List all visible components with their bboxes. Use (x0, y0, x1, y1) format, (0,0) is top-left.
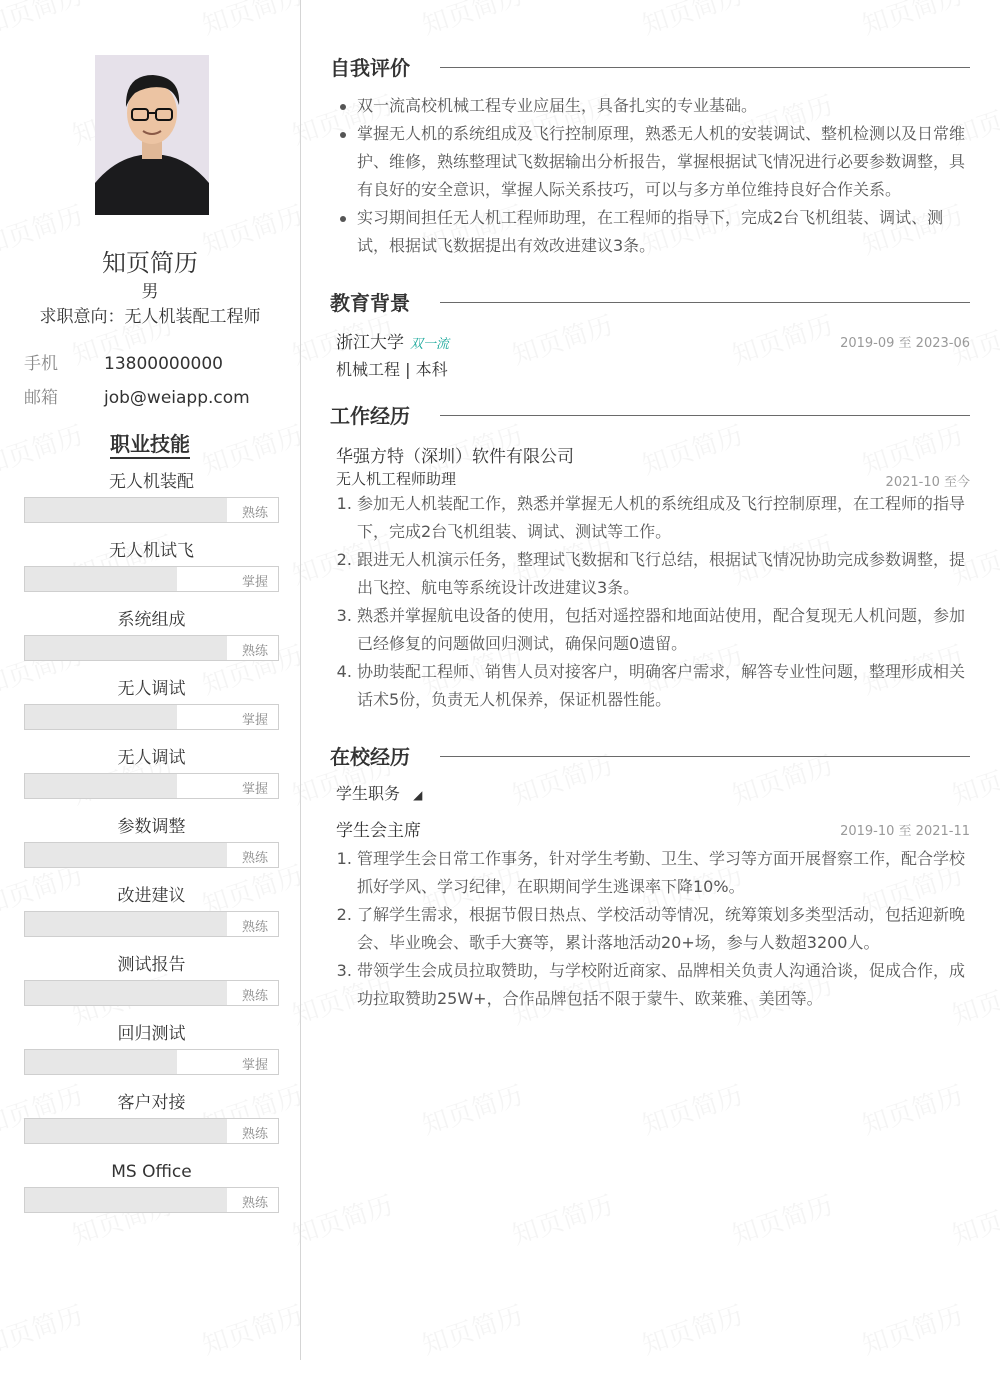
skill-item (24, 1160, 279, 1213)
skill-level: 熟练 (241, 506, 268, 521)
skill-bar-fill (25, 567, 177, 591)
list-item: 掌握无人机的系统组成及飞行控制原理，熟悉无人机的安装调试、整机检测以及日常维护、维修，熟练整理试飞数据输出分析报告，掌握根据试飞情况进行必要参数调整，具有良好的安全意识，掌握人际关系技巧，可以与多方单位维持良好合作关系。 (357, 120, 970, 204)
section-divider (440, 67, 970, 68)
section-title: 教育背景 (330, 291, 410, 315)
skill-level: 掌握 (241, 782, 268, 797)
list-item: 2. 跟进无人机演示任务，整理试飞数据和飞行总结，根据试飞情况协助完成参数调整，提出飞控、航电等系统设计改进建议3条。 (357, 546, 970, 602)
section-work-header (330, 400, 970, 430)
skill-level: 掌握 (241, 575, 268, 590)
education-major: 机械工程 | 本科 (336, 360, 448, 379)
list-item: 3. 熟悉并掌握航电设备的使用，包括对遥控器和地面站使用，配合复现无人机问题，参加已经修复的问题做回归测试，确保问题0遗留。 (357, 602, 970, 658)
skill-level: 熟练 (241, 851, 268, 866)
section-campus-header (330, 741, 970, 771)
school-name: 浙江大学 (336, 333, 404, 353)
skills-heading-text: 职业技能 (110, 432, 190, 459)
skill-bar-fill (25, 636, 227, 660)
skill-bar-fill (25, 981, 227, 1005)
watermark (507, 1185, 617, 1252)
school-tag: 双一流 (410, 337, 450, 352)
skill-bar (24, 911, 279, 937)
education-date: 2019-09 至 2023-06 (840, 336, 970, 351)
watermark (417, 1295, 527, 1362)
skill-name: 测试报告 (117, 955, 186, 975)
list-item: 1. 参加无人机装配工作，熟悉并掌握无人机的系统组成及飞行控制原理，在工程师的指导下，完成2台飞机组装、调试、测试等工作。 (357, 490, 970, 546)
section-divider (440, 756, 970, 757)
candidate-name: 知页简历 (102, 249, 198, 277)
skill-item (24, 677, 279, 730)
skill-bar (24, 1187, 279, 1213)
skill-level: 掌握 (241, 1058, 268, 1073)
watermark (287, 1185, 397, 1252)
skill-bar (24, 1049, 279, 1075)
section-divider (440, 302, 970, 303)
skill-bar (24, 773, 279, 799)
work-company: 华强方特（深圳）软件有限公司 (336, 447, 574, 467)
skill-bar (24, 842, 279, 868)
campus-subsection-label: 学生职务 (336, 784, 401, 803)
list-item: 3. 带领学生会成员拉取赞助，与学校附近商家、品牌相关负责人沟通洽谈，促成合作，成功拉取赞助25W+，合作品牌包括不限于蒙牛、欧莱雅、美团等。 (357, 957, 970, 1013)
skill-item (24, 884, 279, 937)
campus-duties-list (330, 845, 970, 1013)
watermark (637, 1075, 747, 1142)
skill-bar-fill (25, 1188, 227, 1212)
skill-bar-fill (25, 774, 177, 798)
skill-item (24, 746, 279, 799)
section-title: 工作经历 (330, 404, 410, 428)
watermark (857, 1075, 967, 1142)
skill-item (24, 815, 279, 868)
skill-name: 改进建议 (117, 886, 186, 906)
work-duties-list (330, 490, 970, 714)
job-intent: 求职意向：无人机装配工程师 (39, 307, 261, 327)
skill-bar-fill (25, 498, 227, 522)
skill-name: MS Office (111, 1162, 192, 1182)
watermark (857, 0, 967, 42)
skill-level: 熟练 (241, 1196, 268, 1211)
skill-bar (24, 497, 279, 523)
section-title: 自我评价 (330, 56, 410, 80)
skill-name: 无人调试 (117, 679, 186, 699)
work-date: 2021-10 至今 (885, 475, 970, 490)
skill-bar-fill (25, 1119, 227, 1143)
skill-level: 熟练 (241, 644, 268, 659)
phone-label: 手机 (24, 354, 58, 374)
work-role: 无人机工程师助理 (336, 470, 457, 488)
skill-name: 回归测试 (117, 1024, 186, 1044)
triangle-icon: ◢ (413, 788, 423, 802)
section-self-eval-header (330, 52, 970, 82)
skill-bar (24, 635, 279, 661)
list-item: 4. 协助装配工程师、销售人员对接客户，明确客户需求，解答专业性问题，整理形成相关话术5份，负责无人机保养，保证机器性能。 (357, 658, 970, 714)
email-row (24, 383, 294, 408)
education-school-row (336, 328, 449, 353)
section-divider (440, 415, 970, 416)
skills-heading (0, 428, 300, 457)
skill-bar-fill (25, 912, 227, 936)
section-title: 在校经历 (330, 745, 410, 769)
watermark (947, 1185, 1000, 1252)
watermark (727, 1185, 837, 1252)
watermark (857, 1295, 967, 1362)
skill-bar (24, 1118, 279, 1144)
skill-level: 熟练 (241, 1127, 268, 1142)
watermark (637, 1295, 747, 1362)
sidebar (0, 0, 301, 1360)
section-education-header (330, 287, 970, 317)
list-item: 双一流高校机械工程专业应届生，具备扎实的专业基础。 (357, 92, 970, 120)
skill-bar-fill (25, 705, 177, 729)
watermark (417, 1075, 527, 1142)
skill-bar-fill (25, 843, 227, 867)
skill-item (24, 953, 279, 1006)
skill-level: 熟练 (241, 920, 268, 935)
list-item: 1. 管理学生会日常工作事务，针对学生考勤、卫生、学习等方面开展督察工作，配合学校抓好学风、学习纪律，在职期间学生逃课率下降10%。 (357, 845, 970, 901)
skill-item (24, 1022, 279, 1075)
portrait-image (95, 55, 209, 215)
candidate-gender: 男 (141, 282, 159, 302)
skill-bar (24, 566, 279, 592)
phone-row (24, 349, 294, 374)
skill-bar (24, 704, 279, 730)
skill-name: 无人调试 (117, 748, 186, 768)
skill-bar-fill (25, 1050, 177, 1074)
skill-name: 系统组成 (117, 610, 186, 630)
list-item: 2. 了解学生需求，根据节假日热点、学校活动等情况，统筹策划多类型活动，包括迎新晚会、毕业晚会、歌手大赛等，累计落地活动20+场，参与人数超3200人。 (357, 901, 970, 957)
skill-item (24, 608, 279, 661)
phone-value[interactable]: 13800000000 (104, 354, 223, 374)
skill-name: 无人机试飞 (109, 541, 194, 561)
skill-name: 无人机装配 (109, 472, 194, 492)
skill-item (24, 470, 279, 523)
campus-subsection[interactable] (336, 781, 422, 804)
skill-name: 参数调整 (117, 817, 186, 837)
list-item: 实习期间担任无人机工程师助理，在工程师的指导下，完成2台飞机组装、调试、测试，根据试飞数据提出有效改进建议3条。 (357, 204, 970, 260)
skill-bar (24, 980, 279, 1006)
email-value[interactable]: job@weiapp.com (104, 388, 250, 408)
skill-level: 熟练 (241, 989, 268, 1004)
campus-role: 学生会主席 (336, 821, 421, 841)
watermark (637, 0, 747, 42)
skill-name: 客户对接 (117, 1093, 186, 1113)
skill-level: 掌握 (241, 713, 268, 728)
skill-item (24, 1091, 279, 1144)
watermark (417, 0, 527, 42)
profile-photo (95, 55, 209, 215)
campus-date: 2019-10 至 2021-11 (840, 824, 970, 839)
self-eval-list (330, 92, 970, 260)
skill-item (24, 539, 279, 592)
email-label: 邮箱 (24, 388, 58, 408)
